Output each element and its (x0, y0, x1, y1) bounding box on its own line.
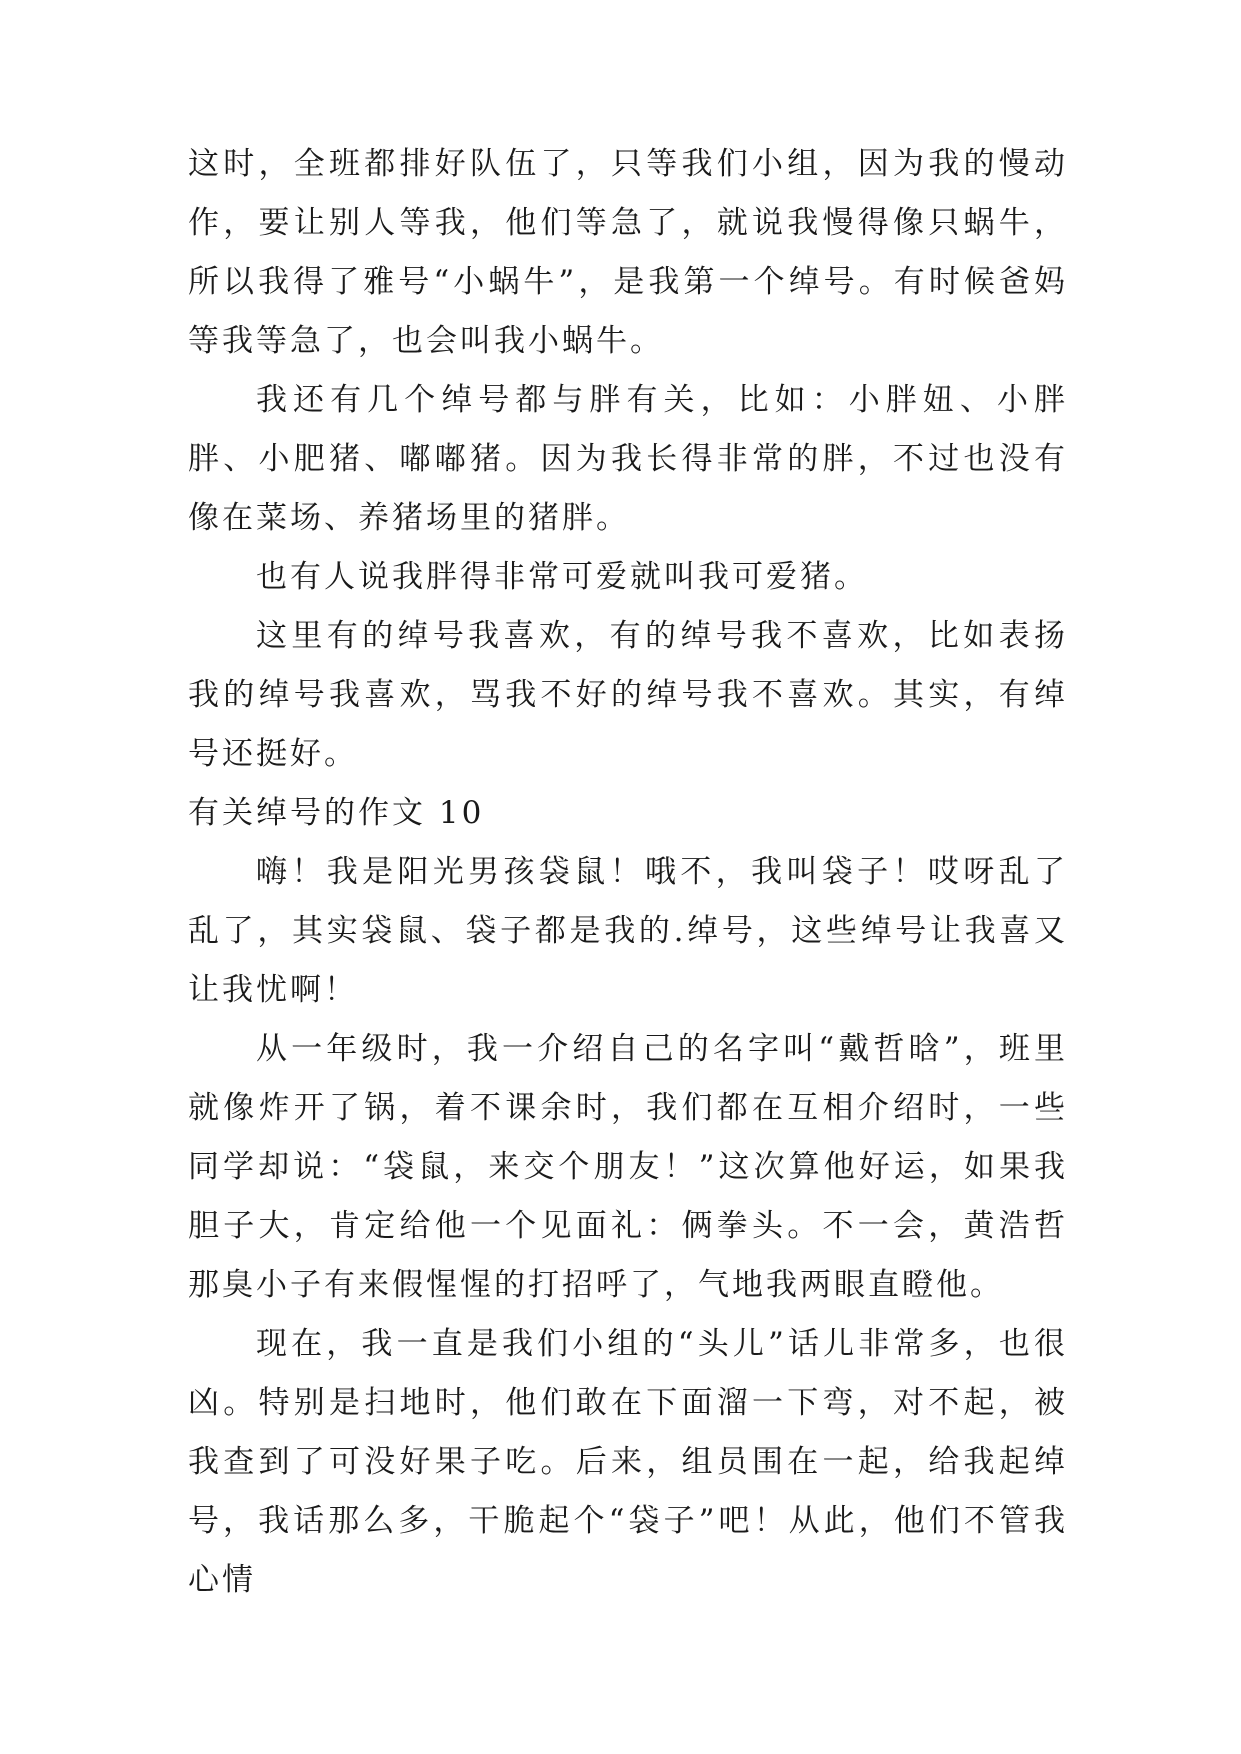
paragraph: 现在，我一直是我们小组的“头儿”话儿非常多，也很凶。特别是扫地时，他们敢在下面溜一下弯，对不起，被我查到了可没好果子吃。后来，组员围在一起，给我起绰号，我话那么多，干脆起个“袋子”吧！从此，他们不管我心情 (188, 1326, 1068, 1598)
document-body (188, 135, 1068, 1610)
paragraph: 这里有的绰号我喜欢，有的绰号我不喜欢，比如表扬我的绰号我喜欢，骂我不好的绰号我不喜欢。其实，有绰号还挺好。 (188, 618, 1068, 772)
paragraph: 嗨！我是阳光男孩袋鼠！哦不，我叫袋子！哎呀乱了乱了，其实袋鼠、袋子都是我的.绰号，这些绰号让我喜又让我忧啊！ (188, 854, 1068, 1008)
paragraph: 也有人说我胖得非常可爱就叫我可爱猪。 (256, 559, 868, 595)
paragraph: 从一年级时，我一介绍自己的名字叫“戴哲晗”，班里就像炸开了锅，着不课余时，我们都在互相介绍时，一些同学却说：“袋鼠，来交个朋友！”这次算他好运，如果我胆子大，肯定给他一个见面礼：俩拳头。不一会，黄浩哲那臭小子有来假惺惺的打招呼了，气地我两眼直瞪他。 (188, 1031, 1068, 1303)
paragraph: 我还有几个绰号都与胖有关，比如：小胖妞、小胖胖、小肥猪、嘟嘟猪。因为我长得非常的胖，不过也没有像在菜场、养猪场里的猪胖。 (188, 382, 1068, 536)
essay-title: 有关绰号的作文 10 (188, 795, 485, 831)
paragraph-continued: 这时，全班都排好队伍了，只等我们小组，因为我的慢动作，要让别人等我，他们等急了，就说我慢得像只蜗牛，所以我得了雅号“小蜗牛”，是我第一个绰号。有时候爸妈等我等急了，也会叫我小蜗牛。 (188, 146, 1068, 359)
